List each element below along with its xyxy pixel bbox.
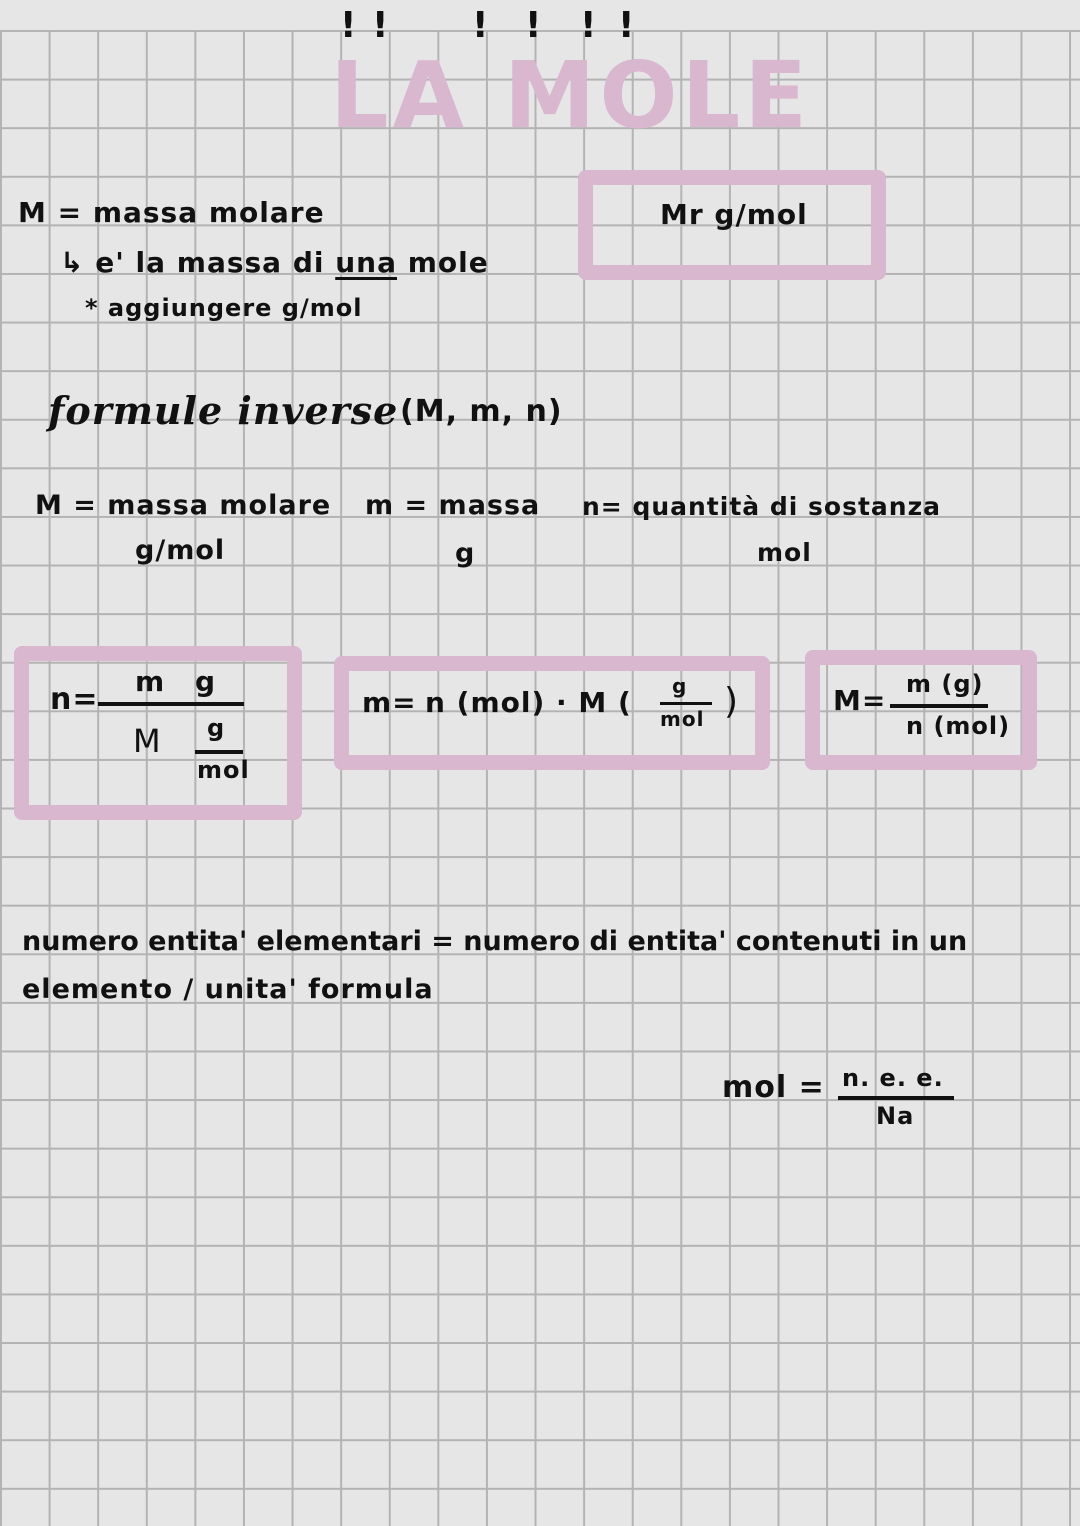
formula-n-den-unit-num: g (207, 714, 226, 742)
exclamation-mark: ! (372, 5, 389, 46)
exclamation-mark: ! (340, 5, 357, 46)
formula-M-lhs: M= (833, 684, 887, 717)
arrow-icon: ↳ (60, 246, 85, 279)
formula-n-den: M (133, 722, 162, 760)
definition-note: * aggiungere g/mol (85, 294, 363, 322)
mr-unit: Mr g/mol (660, 198, 808, 231)
fraction-bar (890, 704, 988, 708)
section-heading: formule inverse (48, 388, 399, 433)
var-M: M = massa molare (35, 490, 332, 521)
exclamation-mark: ! (580, 5, 597, 46)
definition-explanation: ↳ e' la massa di una mole (60, 246, 489, 279)
formula-m-rhs: n (mol) · M ( (425, 686, 632, 719)
fraction-bar (660, 702, 712, 705)
formula-n-den-unit-den: mol (197, 756, 250, 784)
formula-m-unit-num: g (672, 674, 688, 698)
formula-m-close: ) (724, 681, 740, 722)
exclamation-mark: ! (472, 5, 489, 46)
exclamation-mark: ! (618, 5, 635, 46)
formula-mol-num: n. e. e. (842, 1064, 944, 1092)
formula-m-lhs: m= (362, 686, 417, 719)
var-M-unit: g/mol (135, 535, 226, 566)
var-m-unit: g (455, 538, 476, 569)
formula-n-num-unit: g (195, 665, 217, 698)
fraction-bar (838, 1096, 954, 1100)
formula-n-num: m (135, 665, 166, 698)
var-n-unit: mol (757, 538, 812, 567)
definition-molar-mass: M = massa molare (18, 196, 325, 229)
formula-M-num: m (g) (906, 670, 984, 698)
section-vars: (M, m, n) (400, 394, 563, 429)
formula-m-unit-den: mol (660, 707, 705, 731)
formula-M-den: n (mol) (906, 712, 1011, 740)
formula-mol-lhs: mol = (722, 1070, 825, 1105)
page-title: LA MOLE (330, 42, 812, 149)
formula-mol-den: Na (876, 1102, 915, 1130)
entita-line2: elemento / unita' formula (22, 974, 434, 1005)
exclamation-mark: ! (525, 5, 542, 46)
entita-line1: numero entita' elementari = numero di entita' contenuti in un (22, 926, 968, 957)
fraction-bar (98, 702, 244, 706)
formula-n-lhs: n= (50, 682, 99, 717)
var-n: n= quantità di sostanza (582, 492, 941, 521)
var-m: m = massa (365, 490, 541, 521)
fraction-bar (195, 750, 243, 754)
